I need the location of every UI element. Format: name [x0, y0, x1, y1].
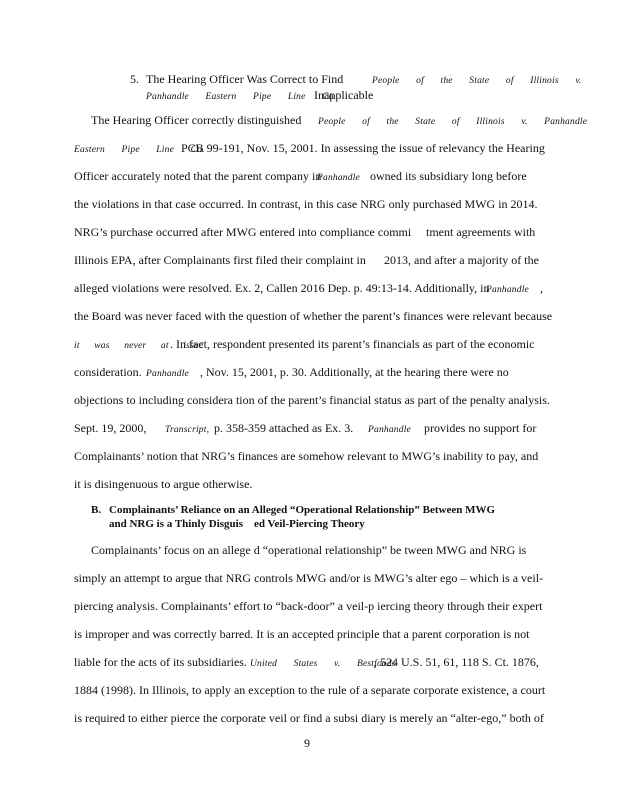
case-name-italic: United States v. Bestfoods [250, 659, 396, 669]
section-number: 5. [130, 72, 139, 86]
case-name-italic: it was never at issue [74, 341, 204, 351]
case-name-italic: Panhandle [368, 425, 411, 435]
text-line: is required to either pierce the corporate veil or find a subsi diary is merely an “alter-ego,” both of [74, 711, 544, 725]
text-line: PCB 99-191, Nov. 15, 2001. In assessing the issue of relevancy the Hearing [181, 141, 545, 155]
section-title-part2: Inapplicable [314, 88, 374, 102]
text-line: , Nov. 15, 2001, p. 30. Additionally, at the hearing there were no [200, 365, 509, 379]
text-line: owned its subsidiary long before [370, 169, 527, 183]
text-line: NRG’s purchase occurred after MWG entered into compliance commi [74, 225, 412, 239]
text-line: tment agreements with [426, 225, 536, 239]
text-line: Illinois EPA, after Complainants first filed their complaint in [74, 253, 366, 267]
text-line: Sept. 19, 2000, [74, 421, 147, 435]
text-line: , 524 U.S. 51, 61, 118 S. Ct. 1876, [374, 655, 539, 669]
text-line: provides no support for [424, 421, 537, 435]
text-line: the violations in that case occurred. In contrast, in this case NRG only purchased MWG in 2014. [74, 197, 538, 211]
text-line: piercing analysis. Complainants’ effort to “back-door” a veil-p iercing theory through their expert [74, 599, 543, 613]
text-line: objections to including considera tion of the parent’s financial status as part of the penalty analysis. [74, 393, 550, 407]
text-line: liable for the acts of its subsidiaries. [74, 655, 247, 669]
case-name-italic: People of the State of Illinois v. Panhandle [318, 117, 588, 127]
text-line: 1884 (1998). In Illinois, to apply an exception to the rule of a separate corporate existence, a court [74, 683, 546, 697]
section-title-line: Complainants’ Reliance on an Alleged “Operational Relationship” Between MWG [109, 504, 496, 516]
text-line: The Hearing Officer correctly distinguished [91, 113, 302, 127]
case-name-italic: Eastern Pipe Line Co. [74, 145, 205, 155]
text-line: alleged violations were resolved. Ex. 2, Callen 2016 Dep. p. 49:13-14. Additionally, in [74, 281, 490, 295]
text-line: the Board was never faced with the question of whether the parent’s finances were relevant because [74, 309, 553, 323]
case-name-italic: People of the State of Illinois v. [372, 76, 582, 86]
text-line: 2013, and after a majority of the [384, 253, 539, 267]
text-line: consideration. [74, 365, 142, 379]
case-name-italic: Panhandle [486, 285, 529, 295]
text-line: is improper and was correctly barred. It is an accepted principle that a parent corporation is not [74, 627, 530, 641]
case-name-italic: Panhandle [317, 173, 360, 183]
section-letter: B. [91, 504, 102, 516]
text-line: p. 358-359 attached as Ex. 3. [214, 421, 354, 435]
text-line: Complainants’ focus on an allege d “operational relationship” be tween MWG and NRG is [91, 543, 527, 557]
case-name-italic: Panhandle [146, 369, 189, 379]
section-title-part1: The Hearing Officer Was Correct to Find [146, 72, 344, 86]
text-line: . In fact, respondent presented its parent’s financials as part of the economic [170, 337, 535, 351]
page-number: 9 [304, 736, 310, 750]
section-title-line: ed Veil-Piercing Theory [254, 518, 365, 530]
text-line: , [540, 281, 543, 295]
text-line: Officer accurately noted that the parent company in [74, 169, 322, 183]
case-name-italic: Transcript, [165, 425, 210, 435]
text-line: Complainants’ notion that NRG’s finances are somehow relevant to MWG’s inability to pay, and [74, 449, 539, 463]
section-title-line: and NRG is a Thinly Disguis [109, 518, 243, 530]
text-line: simply an attempt to argue that NRG controls MWG and/or is MWG’s alter ego – which is a veil- [74, 571, 544, 585]
text-line: it is disingenuous to argue otherwise. [74, 477, 253, 491]
case-name-italic: Panhandle Eastern Pipe Line Co. [146, 92, 337, 102]
